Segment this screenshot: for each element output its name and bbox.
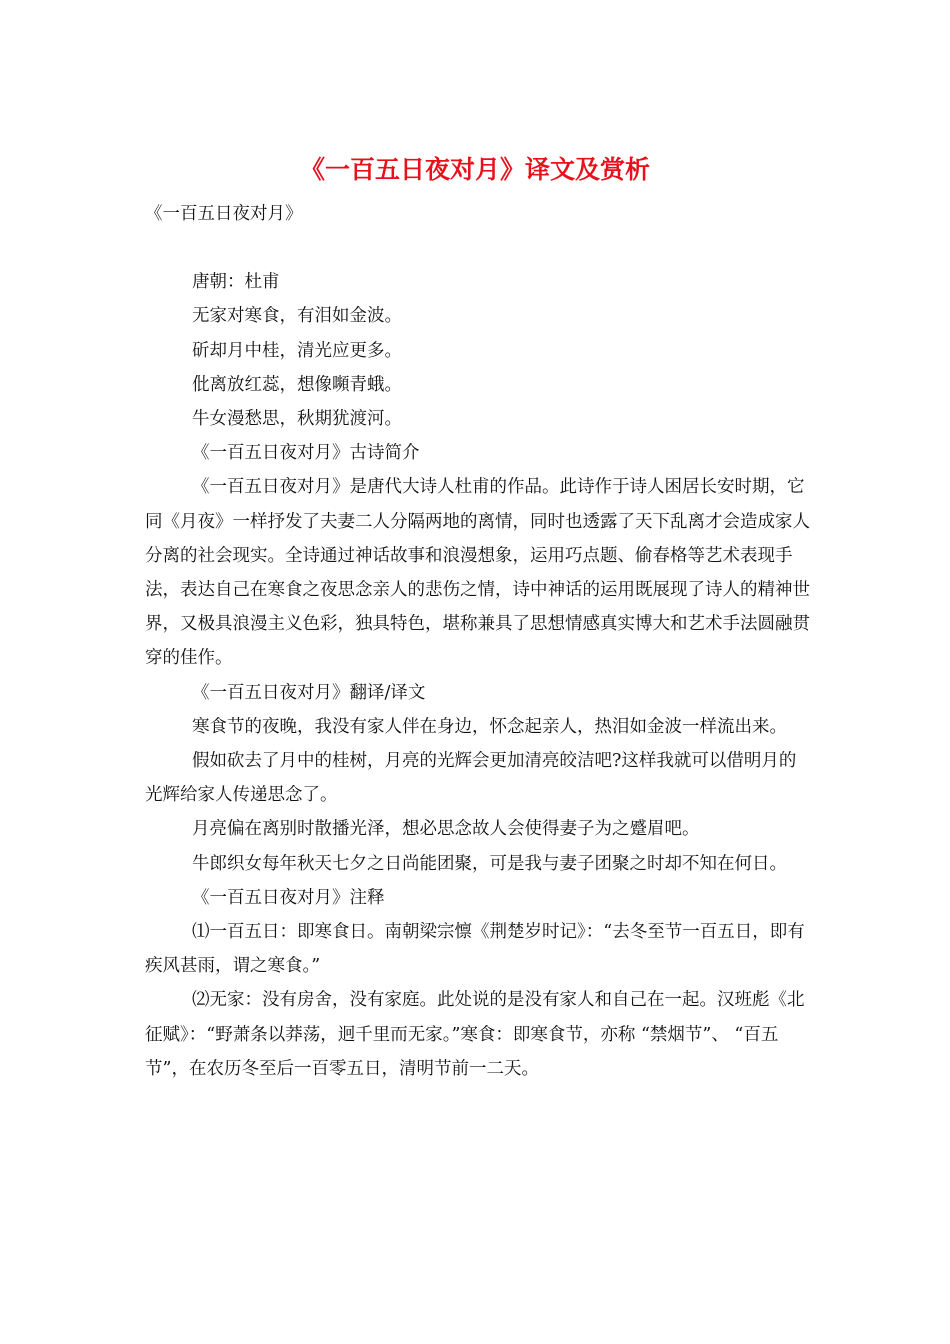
intro-paragraph: 《一百五日夜对月》是唐代大诗人杜甫的作品。此诗作于诗人困居长安时期，它同《月夜》一样抒发了夫妻二人分隔两地的离情，同时也透露了天下乱离才会造成家人分离的社会现实。全诗通过神话故事和浪漫想象，运用巧点题、偷春格等艺术表现手法，表达自己在寒食之夜思念亲人的悲伤之情，诗中神话的运用既展现了诗人的精神世界，又极具浪漫主义色彩，独具特色，堪称兼具了思想情感真实博大和艺术手法圆融贯穿的佳作。 bbox=[145, 477, 810, 669]
poem-line: 无家对寒食，有泪如金波。 bbox=[192, 306, 402, 327]
poem-line: 斫却月中桂，清光应更多。 bbox=[192, 340, 402, 361]
intro-heading: 《一百五日夜对月》古诗简介 bbox=[192, 443, 420, 464]
document-body bbox=[145, 197, 811, 1086]
document-title: 《一百五日夜对月》译文及赏析 bbox=[299, 155, 650, 184]
poem-author: 唐朝：杜甫 bbox=[192, 272, 280, 293]
translation-paragraph: 寒食节的夜晚，我没有家人伴在身边，怀念起亲人，热泪如金波一样流出来。 bbox=[192, 716, 787, 737]
translation-paragraph: 月亮偏在离别时散播光泽，想必思念故人会使得妻子为之蹙眉吧。 bbox=[192, 819, 700, 840]
poem-line: 仳离放红蕊，想像嚬青蛾。 bbox=[192, 374, 402, 395]
note-item: ⑵无家：没有房舍，没有家庭。此处说的是没有家人和自己在一起。汉班彪《北征赋》：“野萧条以莽荡，迥千里而无家。”寒食：即寒食节，亦称 “禁烟节”、 “百五节”，在农历冬至后一百零五日，清明节前一二天。 bbox=[145, 990, 805, 1079]
blank-line bbox=[145, 231, 811, 265]
translation-paragraph: 牛郎织女每年秋天七夕之日尚能团聚，可是我与妻子团聚之时却不知在何日。 bbox=[192, 853, 787, 874]
translation-paragraph: 假如砍去了月中的桂树，月亮的光辉会更加清亮皎洁吧?这样我就可以借明月的光辉给家人传递思念了。 bbox=[145, 751, 797, 806]
poem-title: 《一百五日夜对月》 bbox=[145, 204, 303, 224]
note-item: ⑴一百五日：即寒食日。南朝梁宗懔《荆楚岁时记》：“去冬至节一百五日，即有疾风甚雨，谓之寒食。” bbox=[145, 922, 805, 977]
notes-heading: 《一百五日夜对月》注释 bbox=[192, 887, 385, 908]
poem-line: 牛女漫愁思，秋期犹渡河。 bbox=[192, 409, 402, 430]
translation-heading: 《一百五日夜对月》翻译/译文 bbox=[192, 682, 426, 703]
